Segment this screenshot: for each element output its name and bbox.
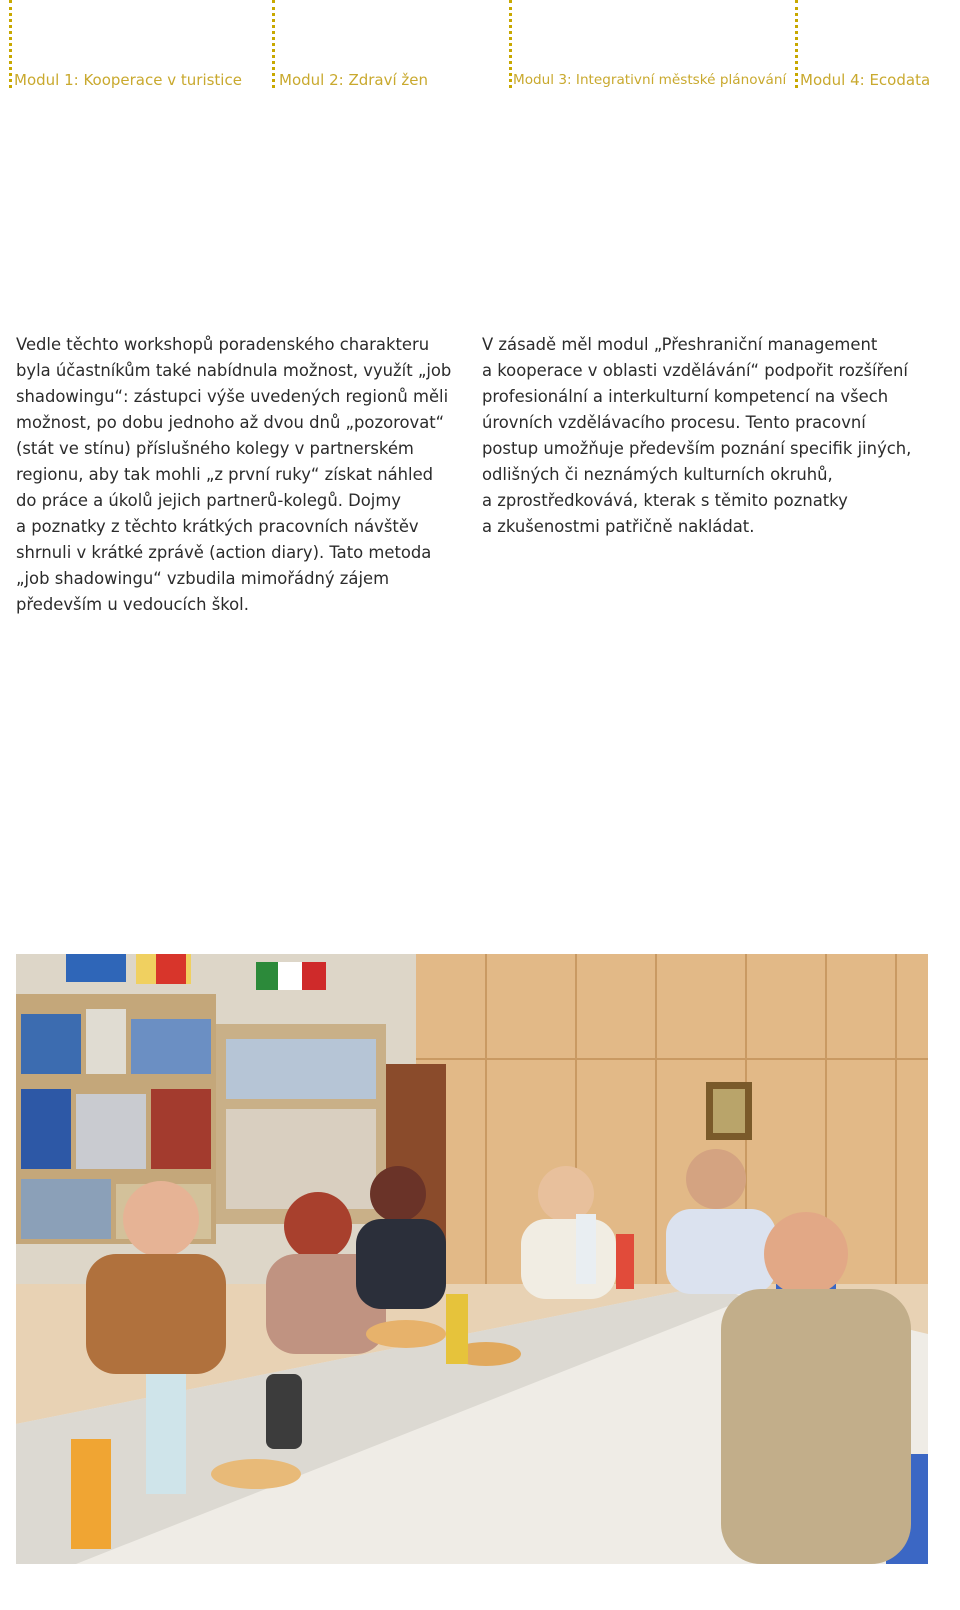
text-line: (stát ve stínu) příslušného kolegy v partnerském (16, 439, 414, 458)
text-line: do práce a úkolů jejich partnerů-kolegů. Dojmy (16, 491, 402, 510)
left-column-text (16, 332, 466, 618)
text-line: a zprostředkovává, kterak s těmito poznatky (482, 491, 848, 510)
module-header (0, 0, 960, 100)
text-line: možnost, po dobu jednoho až dvou dnů „pozorovat“ (16, 413, 445, 432)
right-column-text (482, 332, 942, 540)
module-2-label: Modul 2: Zdraví žen (279, 71, 429, 89)
text-line: a poznatky z těchto krátkých pracovních návštěv (16, 517, 419, 536)
module-divider (272, 0, 275, 88)
text-line: „job shadowingu“ vzbudila mimořádný zájem (16, 569, 390, 588)
module-4-label: Modul 4: Ecodata (800, 71, 931, 89)
text-line: a kooperace v oblasti vzdělávání“ podpořit rozšíření (482, 361, 908, 380)
module-divider (795, 0, 798, 88)
module-3-label: Modul 3: Integrativní městské plánování (513, 72, 787, 88)
text-line: shadowingu“: zástupci výše uvedených regionů měli (16, 387, 449, 406)
text-line: postup umožňuje především poznání specifik jiných, (482, 439, 912, 458)
text-line: úrovních vzdělávacího procesu. Tento pracovní (482, 413, 866, 432)
text-line: především u vedoucích škol. (16, 595, 249, 614)
text-line: regionu, aby tak mohli „z první ruky“ získat náhled (16, 465, 434, 484)
text-line: V zásadě měl modul „Přeshraniční management (482, 335, 878, 354)
text-line: odlišných či neznámých kulturních okruhů, (482, 465, 833, 484)
text-line: Vedle těchto workshopů poradenského charakteru (16, 335, 430, 354)
module-divider (509, 0, 512, 88)
text-line: byla účastníkům také nabídnula možnost, využít „job (16, 361, 452, 380)
meeting-photo (16, 954, 928, 1564)
text-line: profesionální a interkulturní kompetencí na všech (482, 387, 889, 406)
text-line: shrnuli v krátké zprávě (action diary). Tato metoda (16, 543, 432, 562)
text-line: a zkušenostmi patřičně nakládat. (482, 517, 755, 536)
module-divider (9, 0, 12, 88)
module-1-label: Modul 1: Kooperace v turistice (14, 71, 242, 89)
